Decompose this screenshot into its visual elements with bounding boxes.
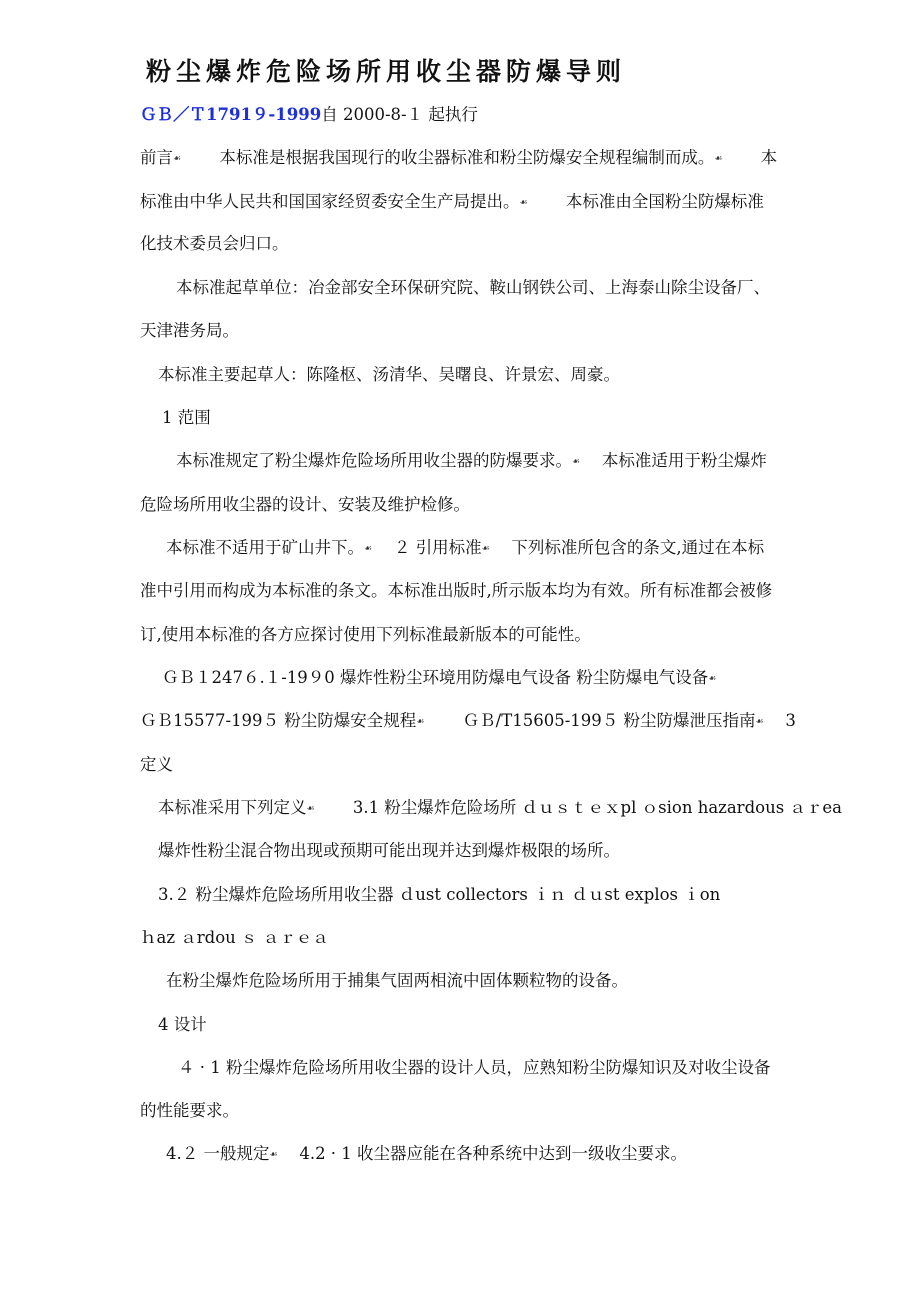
standard-code: ＧＢ／Ｔ1791９-1999 — [140, 105, 322, 124]
paragraph-mark-icon: ☙ — [416, 717, 425, 727]
text-line: ＧＢ15577-199５ 粉尘防爆安全规程☙ ＧＢ/T15605-199５ 粉尘防爆泄压指南☙ 3 — [140, 711, 796, 730]
text-line: 订,使用本标准的各方应探讨使用下列标准最新版本的可能性。 — [140, 625, 591, 644]
text-line: 4.２ 一般规定☙ 4.2 · 1 收尘器应能在各种系统中达到一级收尘要求。 — [166, 1144, 688, 1163]
text-line: 在粉尘爆炸危险场所用于捕集气固两相流中固体颗粒物的设备。 — [166, 971, 628, 990]
paragraph-mark-icon: ☙ — [755, 717, 764, 727]
text-line: 化技术委员会归口。 — [140, 234, 289, 253]
text-line: 前言☙ 本标准是根据我国现行的收尘器标准和粉尘防爆安全规程编制而成。☙ 本 — [140, 148, 778, 167]
text-line: 本标准采用下列定义☙ 3.1 粉尘爆炸危险场所 ｄｕｓｔｅｘpl ｏsion hazardous ａｒea — [158, 798, 843, 817]
paragraph-mark-icon: ☙ — [173, 154, 182, 164]
paragraph-mark-icon: ☙ — [481, 544, 490, 554]
section-heading: 4 设计 — [158, 1015, 207, 1034]
text-line: 本标准规定了粉尘爆炸危险场所用收尘器的防爆要求。☙ 本标准适用于粉尘爆炸 — [176, 451, 767, 470]
effective-date: 2000-8-１ — [342, 105, 424, 124]
text-line: ｈaz ａrdou ｓ ａｒｅａ — [140, 928, 329, 947]
standard-header-line — [140, 104, 478, 126]
text-line: 准中引用而构成为本标准的条文。本标准出版时,所示版本均为有效。所有标准都会被修 — [140, 581, 773, 600]
text-line: 爆炸性粉尘混合物出现或预期可能出现并达到爆炸极限的场所。 — [158, 841, 620, 860]
text-line: 天津港务局。 — [140, 321, 239, 340]
document-title: 粉尘爆炸危险场所用收尘器防爆导则 — [146, 57, 627, 86]
paragraph-mark-icon: ☙ — [708, 674, 717, 684]
paragraph-mark-icon: ☙ — [714, 154, 723, 164]
text-line: 本标准起草单位：冶金部安全环保研究院、鞍山钢铁公司、上海泰山除尘设备厂、 — [176, 278, 770, 297]
text-line: 定义 — [140, 755, 173, 774]
text-line: 危险场所用收尘器的设计、安装及维护检修。 — [140, 495, 470, 514]
text-line: 本标准主要起草人：陈隆枢、汤清华、吴曙良、许景宏、周豪。 — [158, 365, 620, 384]
effective-prefix: 自 — [321, 105, 338, 124]
text-line: 的性能要求。 — [140, 1101, 239, 1120]
paragraph-mark-icon: ☙ — [269, 1150, 278, 1160]
paragraph-mark-icon: ☙ — [572, 457, 581, 467]
paragraph-mark-icon: ☙ — [306, 804, 315, 814]
text-line: 本标准不适用于矿山井下。☙ ２ 引用标准☙ 下列标准所包含的条文,通过在本标 — [166, 538, 765, 557]
paragraph-mark-icon: ☙ — [364, 544, 373, 554]
text-line: ＧＢ１247６.１-19９0 爆炸性粉尘环境用防爆电气设备 粉尘防爆电气设备☙ — [162, 668, 717, 687]
paragraph-mark-icon: ☙ — [519, 198, 528, 208]
section-heading: 1 范围 — [162, 408, 211, 427]
effective-suffix: 起执行 — [428, 105, 478, 124]
text-line: 标准由中华人民共和国国家经贸委安全生产局提出。☙ 本标准由全国粉尘防爆标准 — [140, 192, 764, 211]
text-line: 3.２ 粉尘爆炸危险场所用收尘器 ｄust collectors ｉｎ ｄｕst explos ｉon — [158, 885, 721, 904]
text-line: ４ · 1 粉尘爆炸危险场所用收尘器的设计人员，应熟知粉尘防爆知识及对收尘设备 — [178, 1058, 771, 1077]
